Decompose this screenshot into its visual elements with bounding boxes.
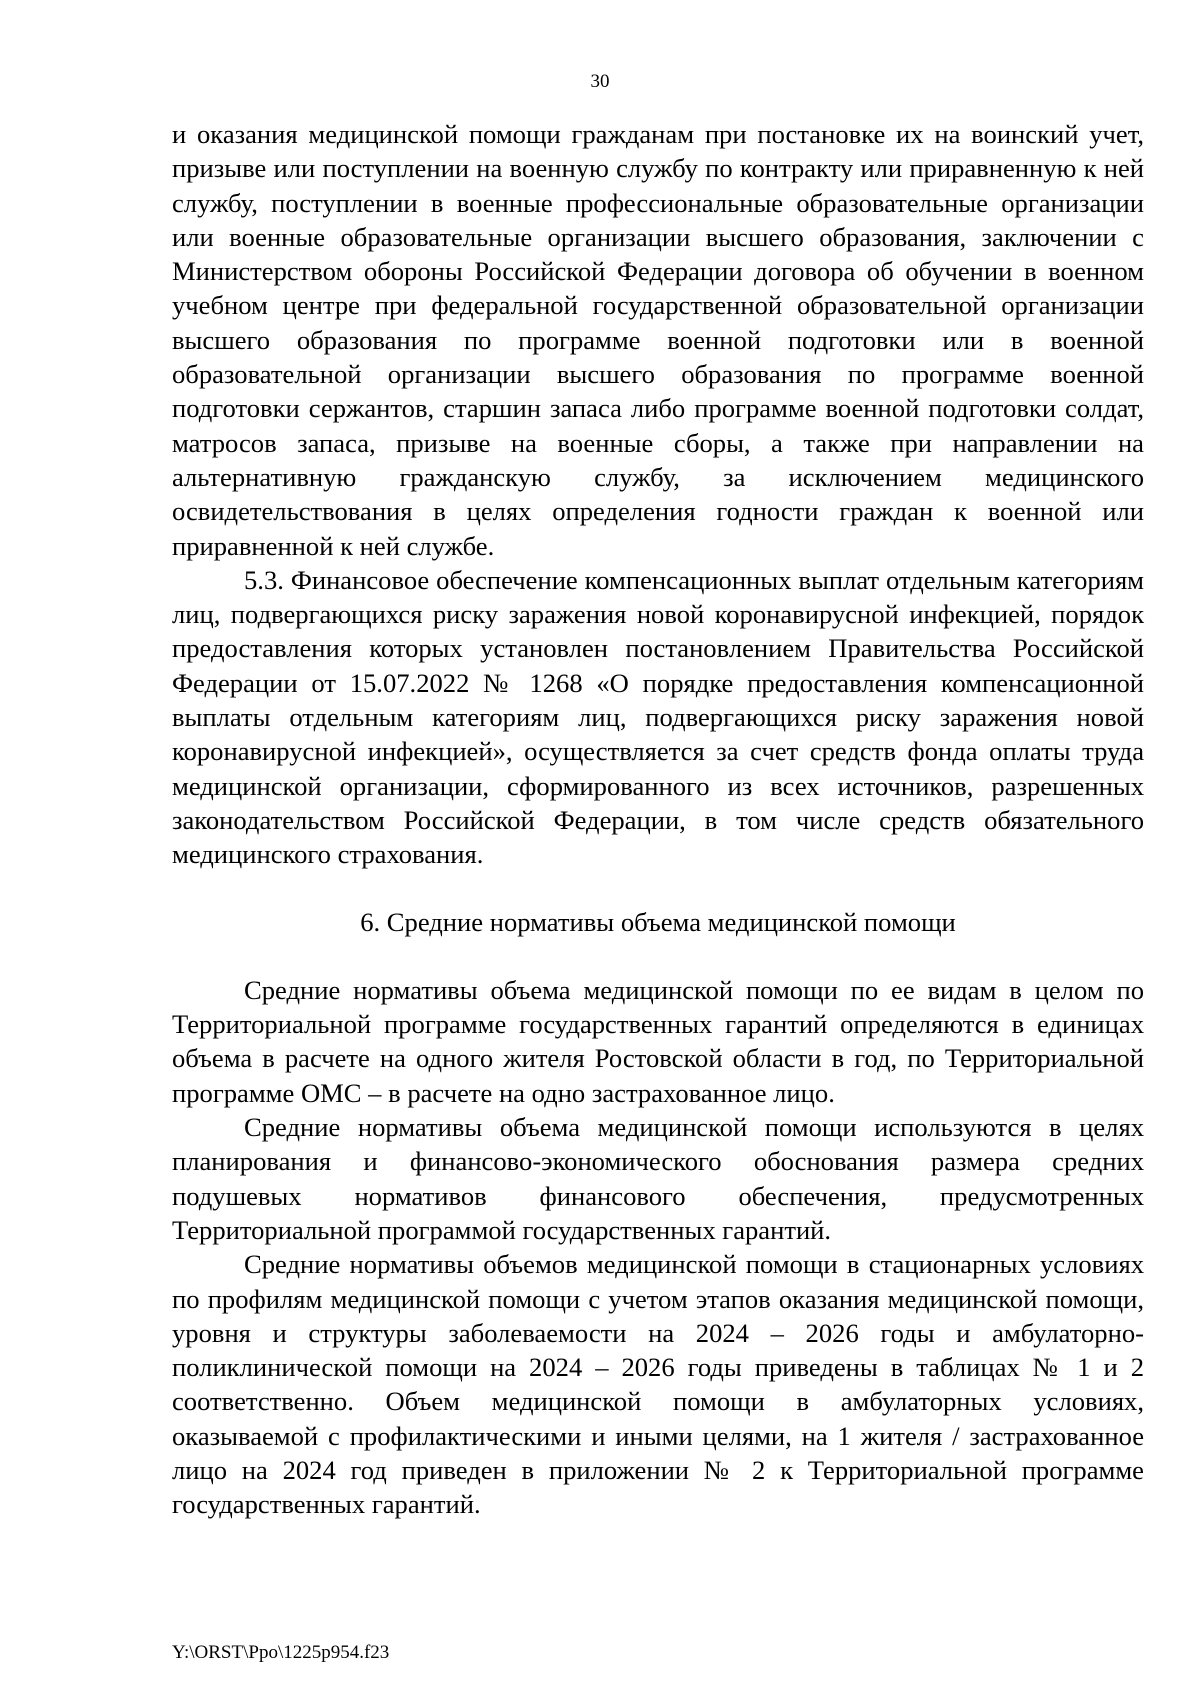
paragraph-military-registration: и оказания медицинской помощи гражданам при постановке их на воинский учет, призыве или поступлении на военную службу по контракту или приравненную к ней службу, поступлении в военные профессиональные образовательные организации или военные образовательные организации высшего образования, заключении с Министерством обороны Российской Федерации договора об обучении в военном учебном центре при федеральной государственной образовательной организации высшего образования по программе военной подготовки или в военной образовательной организации высшего образования по программе военной подготовки сержантов, старшин запаса либо программе военной подготовки солдат, матросов запаса, призыве на военные сборы, а также при направлении на альтернативную гражданскую службу, за исключением медицинского освидетельствования в целях определения годности граждан к военной или приравненной к ней службе.: [172, 119, 1144, 561]
document-body: [172, 117, 1144, 1522]
section-heading: 6. Средние нормативы объема медицинской помощи: [360, 906, 956, 937]
page-number: 30: [590, 71, 610, 92]
paragraph-normatives-tables: Средние нормативы объемов медицинской помощи в стационарных условиях по профилям медицинской помощи с учетом этапов оказания медицинской помощи, уровня и структуры заболеваемости на 2024 – 2026 годы и амбулаторно-поликлинической помощи на 2024 – 2026 годы приведены в таблицах № 1 и 2 соответственно. Объем медицинской помощи в амбулаторных условиях, оказываемой с профилактическими и иными целями, на 1 жителя / застрахованное лицо на 2024 год приведен в приложении № 2 к Территориальной программе государственных гарантий.: [172, 1249, 1144, 1520]
paragraph-normatives-usage: Средние нормативы объема медицинской помощи используются в целях планирования и финансово-экономического обоснования размера средних подушевых нормативов финансового обеспечения, предусмотренных Территориальной программой государственных гарантий.: [172, 1112, 1144, 1245]
footer-file-path: Y:\ORST\Ppo\1225p954.f23: [172, 1642, 390, 1663]
paragraph-normatives-definition: Средние нормативы объема медицинской помощи по ее видам в целом по Территориальной программе государственных гарантий определяются в единицах объема в расчете на одного жителя Ростовской области в год, по Территориальной программе ОМС – в расчете на одно застрахованное лицо.: [172, 974, 1144, 1108]
paragraph-5-3-compensation: 5.3. Финансовое обеспечение компенсационных выплат отдельным категориям лиц, подвергающихся риску заражения новой коронавирусной инфекцией, порядок предоставления которых установлен постановлением Правительства Российской Федерации от 15.07.2022 № 1268 «О порядке предоставления компенсационной выплаты отдельным категориям лиц, подвергающихся риску заражения новой коронавирусной инфекцией», осуществляется за счет средств фонда оплаты труда медицинской организации, сформированного из всех источников, разрешенных законодательством Российской Федерации, в том числе средств обязательного медицинского страхования.: [172, 564, 1144, 870]
